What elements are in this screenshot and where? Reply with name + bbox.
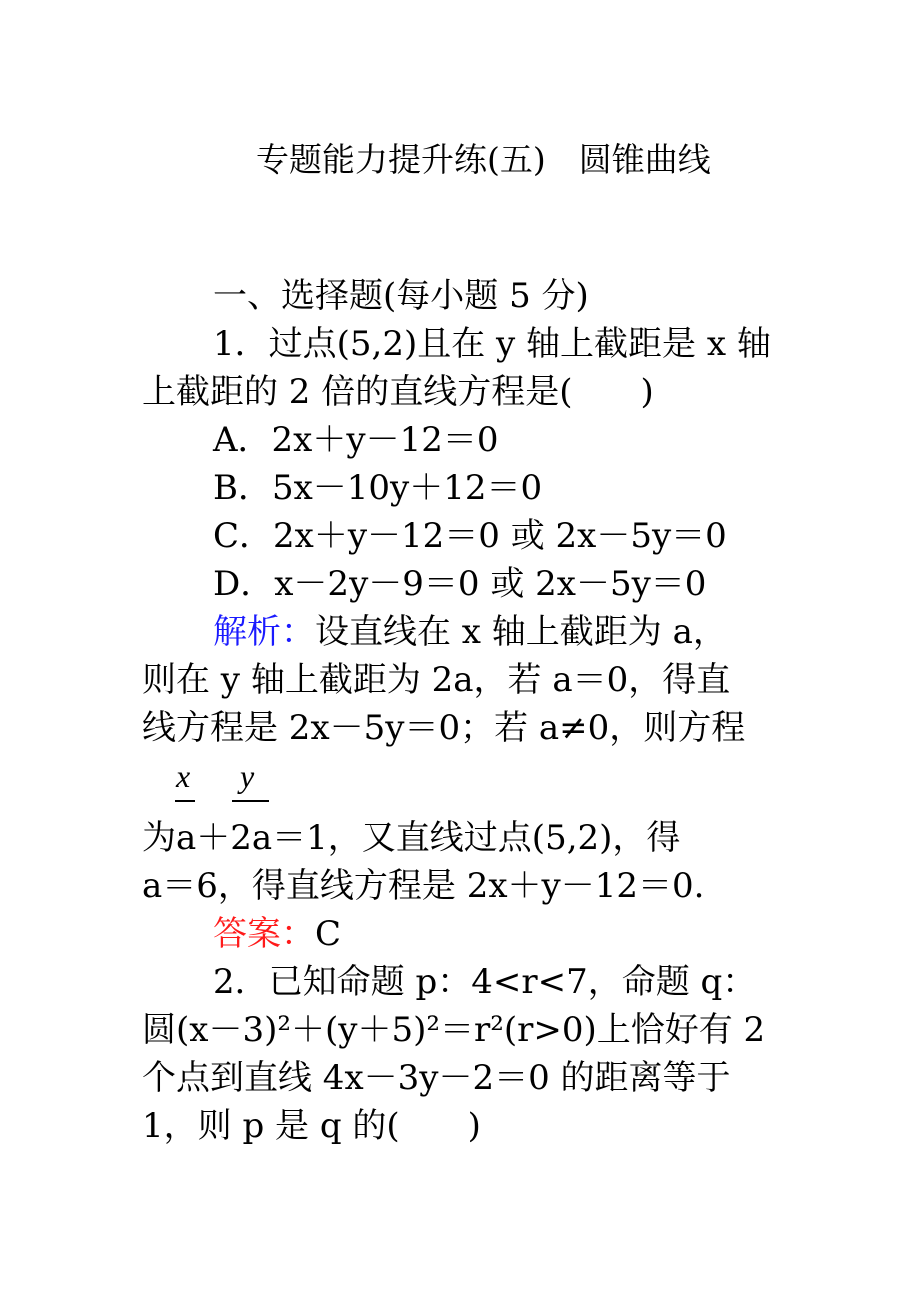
q1-analysis-line-3: 线方程是 2x－5y＝0；若 a≠0，则方程 [142,708,746,748]
q2-stem-line-4: 1，则 p 是 q 的( ) [142,1106,481,1146]
q1-option-c: C．2x＋y－12＝0 或 2x－5y＝0 [213,516,727,556]
q1-stem-line-1: 1．过点(5,2)且在 y 轴上截距是 x 轴 [213,324,771,364]
q1-option-a: A．2x＋y－12＝0 [213,420,499,460]
section-heading: 一、选择题(每小题 5 分) [213,276,589,316]
analysis-label: 解析： [213,612,315,652]
page-title: 专题能力提升练(五) 圆锥曲线 [256,140,711,179]
fraction-numerator-x: x [176,758,191,794]
q2-stem-line-2: 圆(x－3)²＋(y＋5)²＝r²(r>0)上恰好有 2 [142,1010,766,1050]
q1-analysis-line-2: 则在 y 轴上截距为 2a，若 a＝0，得直 [142,660,731,700]
answer-label: 答案： [213,914,315,954]
q1-analysis-line-5: a＝6，得直线方程是 2x＋y－12＝0. [142,866,705,906]
q1-option-b: B．5x－10y＋12＝0 [213,468,543,508]
q2-stem-line-1: 2．已知命题 p：4<r<7，命题 q： [213,962,757,1002]
q2-stem-line-3: 个点到直线 4x－3y－2＝0 的距离等于 [142,1058,731,1098]
q1-option-d: D．x－2y－9＝0 或 2x－5y＝0 [213,564,707,604]
fraction-bar-1 [175,800,195,802]
fraction-numerator-y: y [240,758,255,794]
fraction-bar-2 [232,800,269,802]
analysis-text-1: 设直线在 x 轴上截距为 a， [315,612,727,652]
q1-analysis-line-4: 为a＋2a＝1，又直线过点(5,2)，得 [142,818,681,858]
q1-answer-line [213,914,341,954]
q1-analysis-line-1 [213,612,727,652]
answer-value: C [315,914,342,954]
q1-stem-line-2: 上截距的 2 倍的直线方程是( ) [142,372,654,412]
